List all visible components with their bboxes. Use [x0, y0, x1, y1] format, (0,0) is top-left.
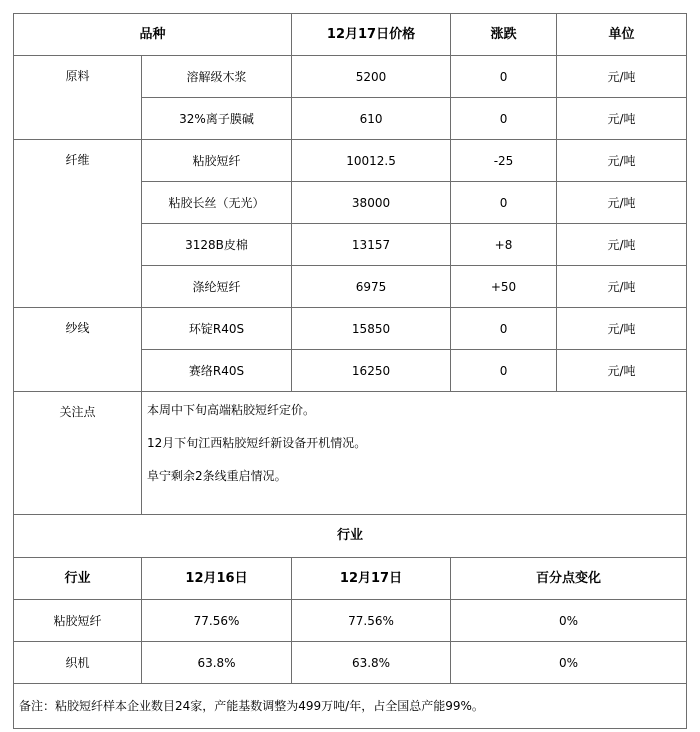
industry-change: 0%	[451, 642, 687, 684]
header-variety: 品种	[14, 14, 292, 56]
header-pp-change: 百分点变化	[451, 558, 687, 600]
category-raw-materials: 原料	[14, 56, 142, 140]
item-name: 3128B皮棉	[142, 224, 292, 266]
item-name: 环锭R40S	[142, 308, 292, 350]
header-date-17: 12月17日	[292, 558, 451, 600]
item-price: 5200	[292, 56, 451, 98]
report-table	[13, 13, 687, 729]
item-price: 38000	[292, 182, 451, 224]
header-change: 涨跌	[451, 14, 557, 56]
item-price: 16250	[292, 350, 451, 392]
header-industry: 行业	[14, 558, 142, 600]
focus-note: 本周中下旬高端粘胶短纤定价。	[147, 403, 316, 417]
focus-row	[14, 392, 687, 515]
item-price: 13157	[292, 224, 451, 266]
focus-label: 关注点	[14, 392, 142, 515]
table-row	[14, 600, 687, 642]
item-unit: 元/吨	[557, 266, 687, 308]
item-change: 0	[451, 308, 557, 350]
item-name: 涤纶短纤	[142, 266, 292, 308]
item-change: 0	[451, 350, 557, 392]
item-name: 赛络R40S	[142, 350, 292, 392]
item-unit: 元/吨	[557, 182, 687, 224]
industry-d17: 77.56%	[292, 600, 451, 642]
item-name: 溶解级木浆	[142, 56, 292, 98]
remark-text: 备注：粘胶短纤样本企业数目24家，产能基数调整为499万吨/年，占全国总产能99%。	[14, 684, 687, 729]
table-row	[14, 140, 687, 182]
header-date-16: 12月16日	[142, 558, 292, 600]
industry-change: 0%	[451, 600, 687, 642]
item-change: +50	[451, 266, 557, 308]
item-price: 10012.5	[292, 140, 451, 182]
industry-name: 织机	[14, 642, 142, 684]
industry-d16: 63.8%	[142, 642, 292, 684]
industry-d17: 63.8%	[292, 642, 451, 684]
item-unit: 元/吨	[557, 224, 687, 266]
industry-header-row	[14, 558, 687, 600]
focus-note: 阜宁剩余2条线重启情况。	[147, 469, 287, 483]
header-unit: 单位	[557, 14, 687, 56]
item-unit: 元/吨	[557, 350, 687, 392]
remark-row	[14, 684, 687, 729]
item-unit: 元/吨	[557, 308, 687, 350]
industry-d16: 77.56%	[142, 600, 292, 642]
item-price: 15850	[292, 308, 451, 350]
industry-title-row	[14, 515, 687, 558]
item-name: 粘胶长丝（无光）	[142, 182, 292, 224]
item-change: 0	[451, 98, 557, 140]
focus-note: 12月下旬江西粘胶短纤新设备开机情况。	[147, 436, 367, 450]
table-row	[14, 308, 687, 350]
price-header-row	[14, 14, 687, 56]
industry-name: 粘胶短纤	[14, 600, 142, 642]
data-report	[13, 13, 686, 718]
item-change: +8	[451, 224, 557, 266]
industry-section-title: 行业	[14, 515, 687, 558]
item-unit: 元/吨	[557, 140, 687, 182]
item-change: 0	[451, 56, 557, 98]
header-price: 12月17日价格	[292, 14, 451, 56]
table-row	[14, 56, 687, 98]
category-fiber: 纤维	[14, 140, 142, 308]
item-unit: 元/吨	[557, 56, 687, 98]
item-price: 6975	[292, 266, 451, 308]
item-name: 32%离子膜碱	[142, 98, 292, 140]
table-row	[14, 642, 687, 684]
category-yarn: 纱线	[14, 308, 142, 392]
item-name: 粘胶短纤	[142, 140, 292, 182]
focus-notes	[142, 392, 687, 515]
item-unit: 元/吨	[557, 98, 687, 140]
item-change: 0	[451, 182, 557, 224]
item-change: -25	[451, 140, 557, 182]
item-price: 610	[292, 98, 451, 140]
